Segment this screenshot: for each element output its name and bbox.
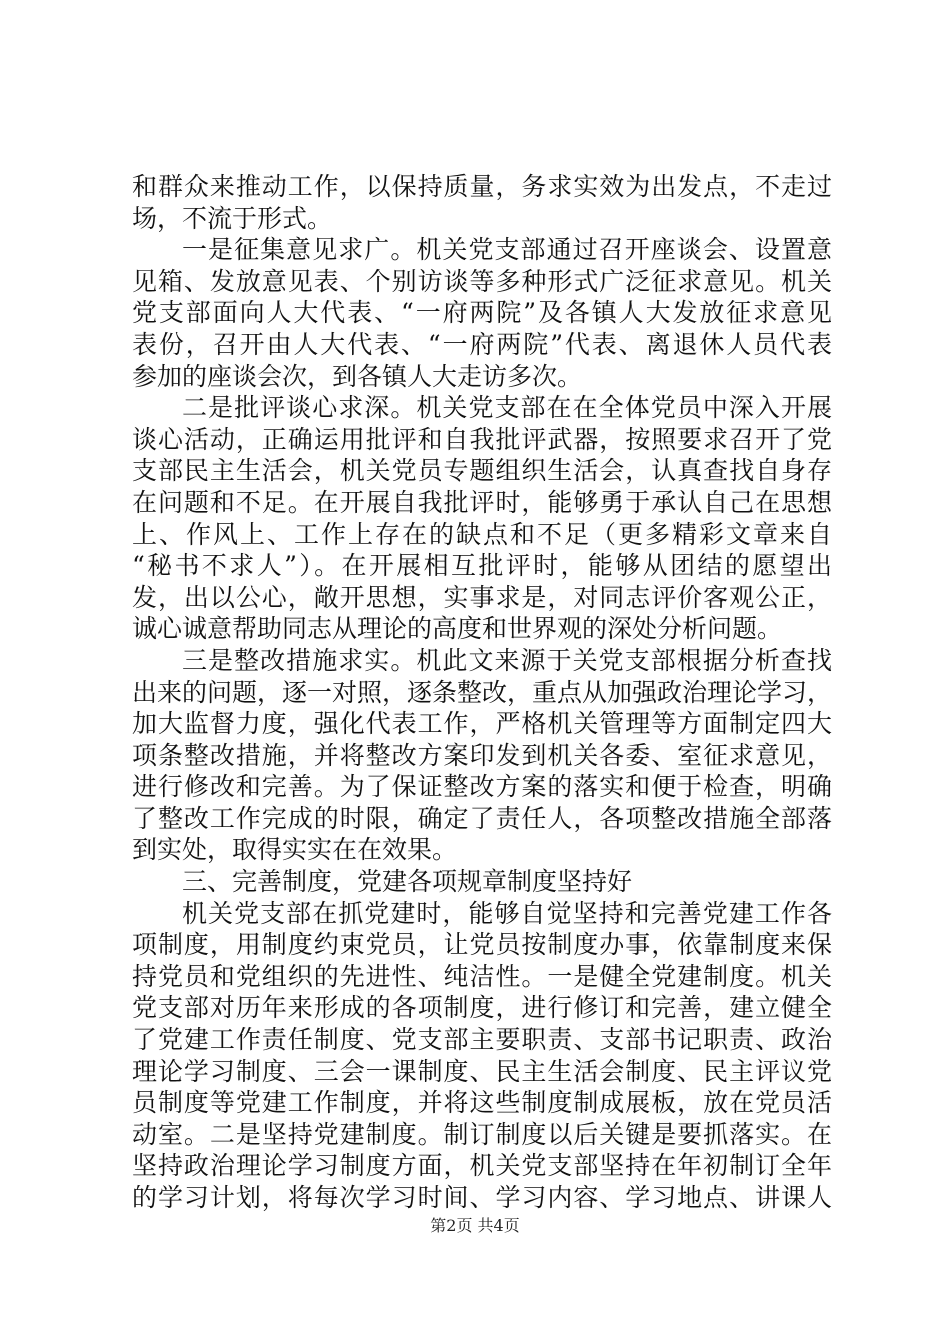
text-line: 出来的问题，逐一对照，逐条整改，重点从加强政治理论学习， [132,677,833,707]
text-line: 诚心诚意帮助同志从理论的高度和世界观的深处分析问题。 [132,614,783,644]
text-line: 了整改工作完成的时限，确定了责任人，各项整改措施全部落 [132,803,832,833]
text-line: 谈心活动，正确运用批评和自我批评武器，按照要求召开了党 [132,424,832,454]
text-line: 员制度等党建工作制度，并将这些制度制成展板，放在党员活 [132,1088,832,1118]
text-line: 的学习计划，将每次学习时间、学习内容、学习地点、讲课人 [132,1183,832,1212]
section-heading: 三、完善制度，党建各项规章制度坚持好 [182,867,633,897]
page-number-footer: 第2页 共4页 [430,1216,520,1235]
text-line: 场，不流于形式。 [132,203,333,233]
paragraph-start-line: 二是批评谈心求深。机关党支部在在全体党员中深入开展 [182,393,832,423]
text-line: 持党员和党组织的先进性、纯洁性。一是健全党建制度。机关 [132,961,832,991]
text-line: 坚持政治理论学习制度方面，机关党支部坚持在年初制订全年 [132,1151,832,1181]
text-line: 和群众来推动工作，以保持质量，务求实效为出发点，不走过 [132,172,832,201]
text-line: 参加的座谈会次，到各镇人大走访多次。 [132,361,583,391]
text-line: 在问题和不足。在开展自我批评时，能够勇于承认自己在思想 [132,487,832,517]
text-line: 动室。二是坚持党建制度。制订制度以后关键是要抓落实。在 [132,1119,832,1149]
text-line: 党支部面向人大代表、“一府两院”及各镇人大发放征求意见 [132,298,832,328]
text-line: 了党建工作责任制度、党支部主要职责、支部书记职责、政治 [132,1025,832,1055]
text-line: 项制度，用制度约束党员，让党员按制度办事，依靠制度来保 [132,930,832,960]
text-line: 表份，召开由人大代表、“一府两院”代表、离退休人员代表 [132,329,832,359]
paragraph-start-line: 一是征集意见求广。机关党支部通过召开座谈会、设置意 [182,235,832,265]
text-line: 党支部对历年来形成的各项制度，进行修订和完善，建立健全 [132,993,832,1023]
paragraph-start-line: 机关党支部在抓党建时，能够自觉坚持和完善党建工作各 [182,898,832,928]
text-line: 见箱、发放意见表、个别访谈等多种形式广泛征求意见。机关 [132,266,832,296]
text-line: 加大监督力度，强化代表工作，严格机关管理等方面制定四大 [132,709,832,739]
text-line: 上、作风上、工作上存在的缺点和不足（更多精彩文章来自 [132,519,832,549]
paragraph-start-line: 三是整改措施求实。机此文来源于关党支部根据分析查找 [182,645,832,675]
text-line: 到实处，取得实实在在效果。 [132,835,458,865]
text-line: 支部民主生活会，机关党员专题组织生活会，认真查找自身存 [132,456,832,486]
text-line: 项条整改措施，并将整改方案印发到机关各委、室征求意见， [132,740,832,770]
text-line: “秘书不求人”）。在开展相互批评时，能够从团结的愿望出 [132,551,832,581]
text-line: 发，出以公心，敞开思想，实事求是，对同志评价客观公正， [132,582,832,612]
document-body [132,171,832,1214]
text-line: 进行修改和完善。为了保证整改方案的落实和便于检查，明确 [132,772,832,802]
text-line: 理论学习制度、三会一课制度、民主生活会制度、民主评议党 [132,1056,832,1086]
